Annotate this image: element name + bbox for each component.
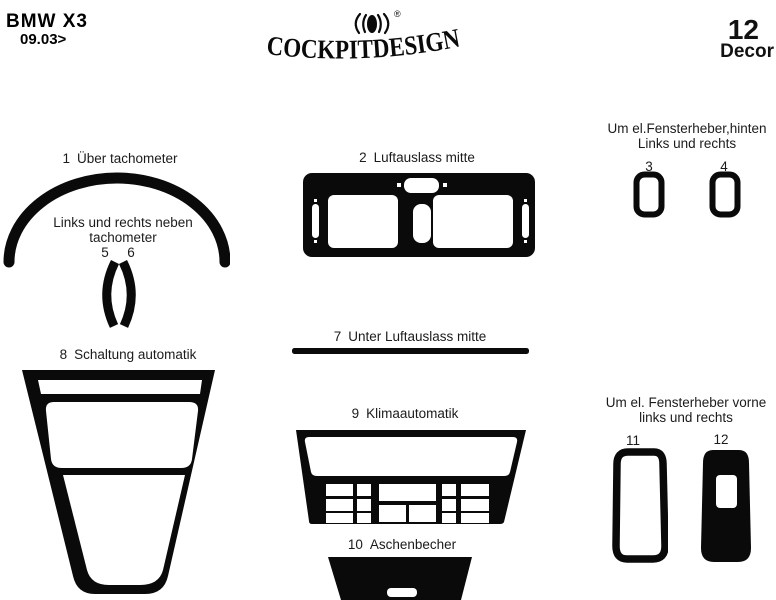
piece-11-shape xyxy=(612,448,668,564)
label-piece-1: 1 Über tachometer xyxy=(62,151,178,166)
decor-count: 12 xyxy=(727,14,759,45)
piece-7-number: 7 xyxy=(333,329,342,344)
piece-8-shape xyxy=(16,366,221,598)
piece-9-number: 9 xyxy=(351,406,360,421)
brand-name: COCKPITDESIGN xyxy=(265,22,465,65)
piece-11-number: 11 xyxy=(625,433,640,448)
pieces-5-6-shapes xyxy=(92,258,144,330)
piece-6-number: 6 xyxy=(127,245,135,260)
vehicle-year-code: 09.03> xyxy=(20,31,67,48)
piece-10-number: 10 xyxy=(347,537,363,552)
label-group-rear-windows: Um el.Fensterheber,hinten Links und rechts xyxy=(607,121,767,151)
piece-4-number: 4 xyxy=(720,159,728,174)
piece-7-shape xyxy=(291,347,530,355)
label-piece-7: 7 Unter Luftauslass mitte xyxy=(333,329,487,344)
piece-10-shape xyxy=(325,550,475,600)
cockpit-emblem-icon xyxy=(356,14,389,33)
label-group-front-windows: Um el. Fensterheber vorne links und rechts xyxy=(605,395,767,425)
label-piece-9: 9 Klimaautomatik xyxy=(351,406,459,421)
decor-count-label: Decor xyxy=(720,41,774,62)
piece-2-shape xyxy=(300,170,538,262)
label-piece-2: 2 Luftauslass mitte xyxy=(359,150,475,165)
piece-1-number: 1 xyxy=(62,151,70,166)
vehicle-model: BMW X3 xyxy=(6,11,88,32)
piece-9-shape xyxy=(292,427,534,527)
label-piece-8: 8 Schaltung automatik xyxy=(59,347,197,362)
piece-2-number: 2 xyxy=(359,150,367,165)
piece-8-number: 8 xyxy=(59,347,68,362)
piece-12-shape xyxy=(699,448,753,564)
label-piece-10: 10 Aschenbecher xyxy=(347,537,457,552)
piece-12-number: 12 xyxy=(713,432,729,447)
brand-logo xyxy=(262,4,468,68)
piece-4-shape xyxy=(709,171,741,218)
piece-6-shape xyxy=(123,262,131,326)
label-group-beside-tachometer: Links und rechts neben tachometer xyxy=(53,215,193,245)
piece-5-number: 5 xyxy=(101,245,109,260)
piece-1-shape xyxy=(2,168,230,268)
registered-mark: ® xyxy=(394,9,401,19)
piece-3-number: 3 xyxy=(645,159,653,174)
piece-5-shape xyxy=(107,262,115,326)
piece-3-shape xyxy=(633,171,665,218)
